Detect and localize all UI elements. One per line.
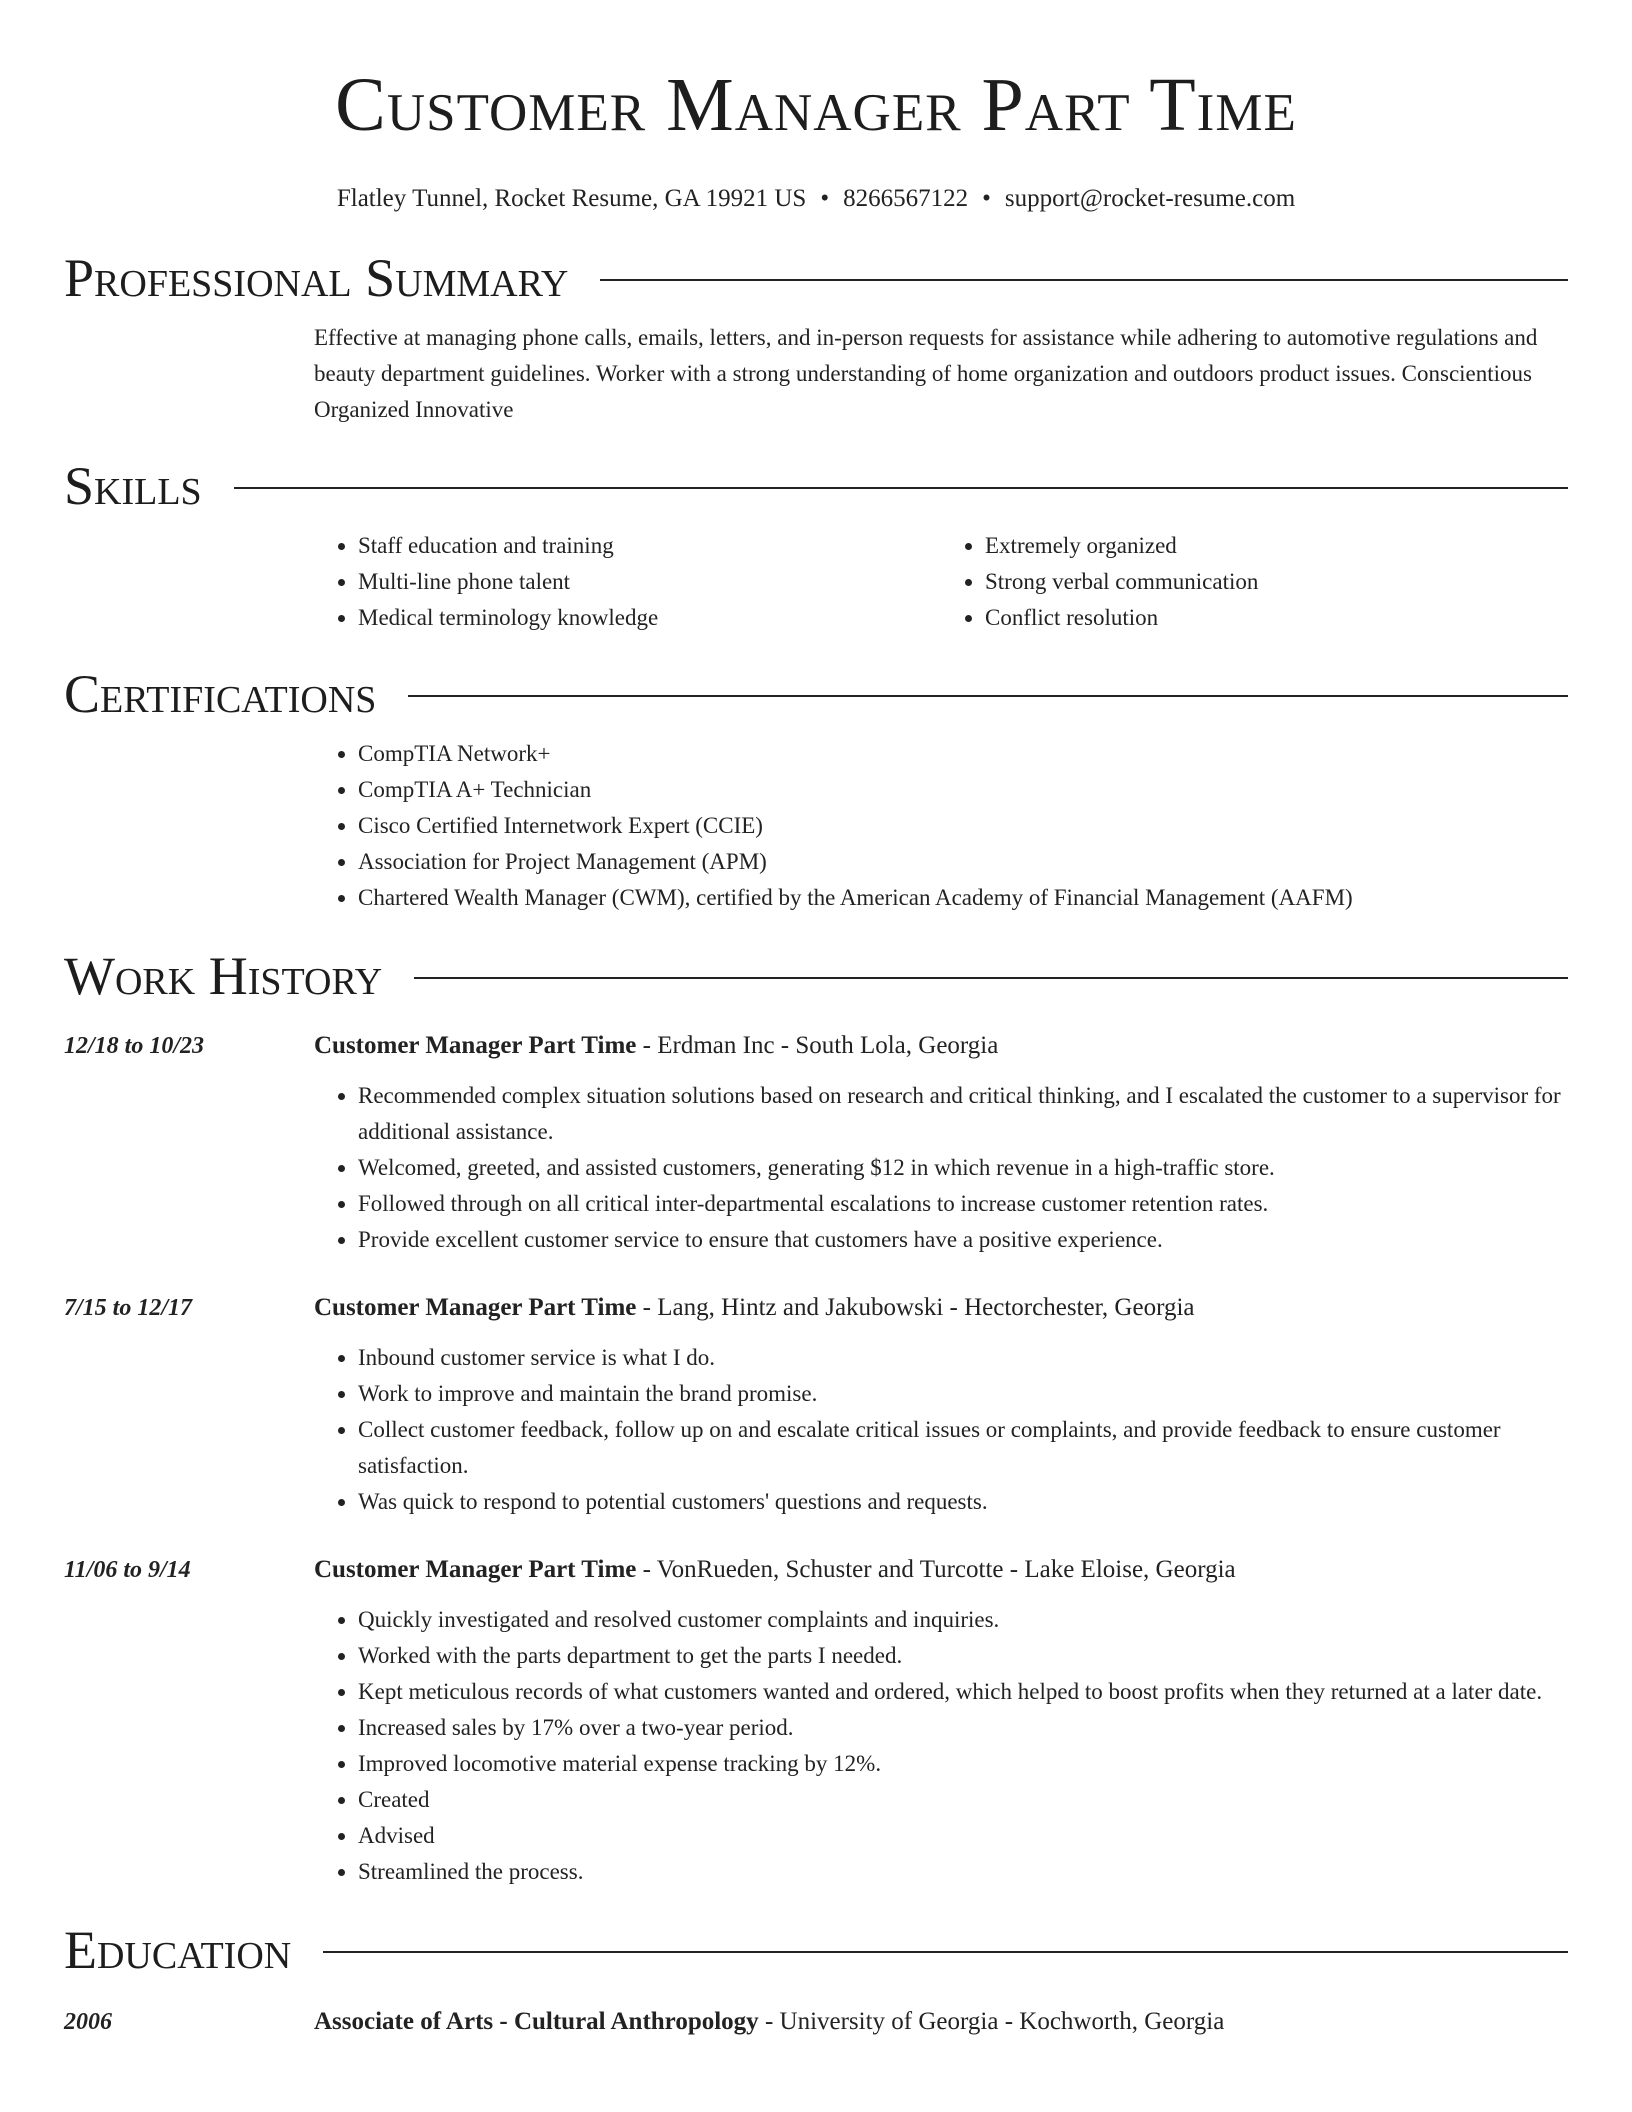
job-title: Customer Manager Part Time	[314, 1032, 637, 1059]
job-entry	[64, 1290, 1568, 1520]
job-duty: • Increased sales by 17% over a two-year period.	[358, 1710, 1568, 1746]
job-content	[314, 1290, 1568, 1520]
job-duty: • Work to improve and maintain the brand promise.	[358, 1376, 1568, 1412]
job-dates: 11/06 to 9/14	[64, 1557, 191, 1583]
job-title: Customer Manager Part Time	[314, 1294, 637, 1321]
skills-title: Skills	[64, 456, 202, 516]
contact-separator: •	[982, 185, 991, 212]
summary-title: Professional Summary	[64, 248, 569, 308]
education-entry	[64, 2004, 1568, 2040]
education-school-location: - University of Georgia - Kochworth, Georgia	[758, 2008, 1225, 2035]
section-divider	[414, 977, 1568, 979]
candidate-name: Customer Manager Part Time	[335, 63, 1297, 147]
certifications-list	[314, 736, 1568, 916]
certifications-section	[64, 664, 1568, 916]
contact-address: Flatley Tunnel, Rocket Resume, GA 19921 US	[336, 185, 807, 212]
skill-item: • Staff education and training	[358, 528, 941, 564]
job-employer-location: - VonRueden, Schuster and Turcotte - Lake Eloise, Georgia	[636, 1556, 1236, 1583]
job-duty: • Was quick to respond to potential customers' questions and requests.	[358, 1484, 1568, 1520]
skills-list-left	[314, 528, 941, 636]
job-duty: • Provide excellent customer service to ensure that customers have a positive experience.	[358, 1222, 1568, 1258]
skills-section	[64, 456, 1568, 636]
job-heading	[314, 1552, 1568, 1588]
job-content	[314, 1552, 1568, 1890]
contact-line	[64, 184, 1568, 214]
job-duty: • Collect customer feedback, follow up on and escalate critical issues or complaints, and provide feedback to ensure customer satisfaction.	[358, 1412, 1568, 1484]
summary-header	[64, 248, 1568, 308]
skills-list-right	[941, 528, 1568, 636]
job-duty: • Welcomed, greeted, and assisted customers, generating $12 in which revenue in a high-traffic store.	[358, 1150, 1568, 1186]
section-divider	[408, 695, 1568, 697]
job-duty: • Advised	[358, 1818, 1568, 1854]
job-duty: • Kept meticulous records of what customers wanted and ordered, which helped to boost profits when they returned at a later date.	[358, 1674, 1568, 1710]
education-title: Education	[64, 1920, 292, 1980]
job-duty: • Quickly investigated and resolved customer complaints and inquiries.	[358, 1602, 1568, 1638]
job-duties-list	[314, 1078, 1568, 1258]
job-duty: • Streamlined the process.	[358, 1854, 1568, 1890]
job-entry	[64, 1552, 1568, 1890]
job-duty: • Worked with the parts department to get the parts I needed.	[358, 1638, 1568, 1674]
skills-header	[64, 456, 1568, 516]
education-header	[64, 1920, 1568, 1980]
contact-phone[interactable]: 8266567122	[843, 185, 969, 212]
section-divider	[234, 487, 1568, 489]
certifications-body	[314, 736, 1568, 916]
job-dates: 7/15 to 12/17	[64, 1295, 193, 1321]
job-dates: 12/18 to 10/23	[64, 1033, 205, 1059]
job-duty: • Improved locomotive material expense tracking by 12%.	[358, 1746, 1568, 1782]
job-duty: • Inbound customer service is what I do.	[358, 1340, 1568, 1376]
certification-item: • CompTIA Network+	[358, 736, 1568, 772]
skills-grid	[314, 528, 1568, 636]
skill-item: • Extremely organized	[985, 528, 1568, 564]
summary-text: Effective at managing phone calls, emails, letters, and in-person requests for assistance while adhering to automotive regulations and beauty department guidelines. Worker with a strong understanding of home organization and outdoors product issues. Conscientious Organized Innovative	[314, 325, 1538, 422]
contact-email[interactable]: support@rocket-resume.com	[1004, 185, 1296, 212]
skill-item: • Strong verbal communication	[985, 564, 1568, 600]
job-duty: • Created	[358, 1782, 1568, 1818]
contact-separator: •	[820, 185, 830, 212]
work-history-section	[64, 946, 1568, 1890]
skill-item: • Medical terminology knowledge	[358, 600, 941, 636]
job-heading	[314, 1290, 1568, 1326]
education-date: 2006	[64, 2009, 112, 2035]
job-duty: • Followed through on all critical inter-departmental escalations to increase customer retention rates.	[358, 1186, 1568, 1222]
work-history-title: Work History	[64, 946, 383, 1006]
education-heading	[314, 2004, 1224, 2040]
education-degree: Associate of Arts - Cultural Anthropology	[314, 2008, 759, 2035]
job-employer-location: - Erdman Inc - South Lola, Georgia	[636, 1032, 999, 1059]
job-content	[314, 1028, 1568, 1258]
job-duty: • Recommended complex situation solutions based on research and critical thinking, and I escalated the customer to a supervisor for additional assistance.	[358, 1078, 1568, 1150]
certification-item: • Cisco Certified Internetwork Expert (CCIE)	[358, 808, 1568, 844]
summary-body	[314, 320, 1568, 428]
skill-item: • Multi-line phone talent	[358, 564, 941, 600]
section-divider	[323, 1951, 1568, 1953]
job-title: Customer Manager Part Time	[314, 1556, 637, 1583]
certifications-title: Certifications	[64, 664, 377, 724]
job-entry	[64, 1028, 1568, 1258]
education-section	[64, 1920, 1568, 2040]
certification-item: • CompTIA A+ Technician	[358, 772, 1568, 808]
work-history-header	[64, 946, 1568, 1006]
job-employer-location: - Lang, Hintz and Jakubowski - Hectorchester, Georgia	[636, 1294, 1195, 1321]
skill-item: • Conflict resolution	[985, 600, 1568, 636]
job-duties-list	[314, 1340, 1568, 1520]
certification-item: • Association for Project Management (APM)	[358, 844, 1568, 880]
job-duties-list	[314, 1602, 1568, 1890]
certification-item: • Chartered Wealth Manager (CWM), certified by the American Academy of Financial Management (AAFM)	[358, 880, 1568, 916]
certifications-header	[64, 664, 1568, 724]
section-divider	[600, 279, 1568, 281]
job-heading	[314, 1028, 1568, 1064]
summary-section	[64, 248, 1568, 428]
